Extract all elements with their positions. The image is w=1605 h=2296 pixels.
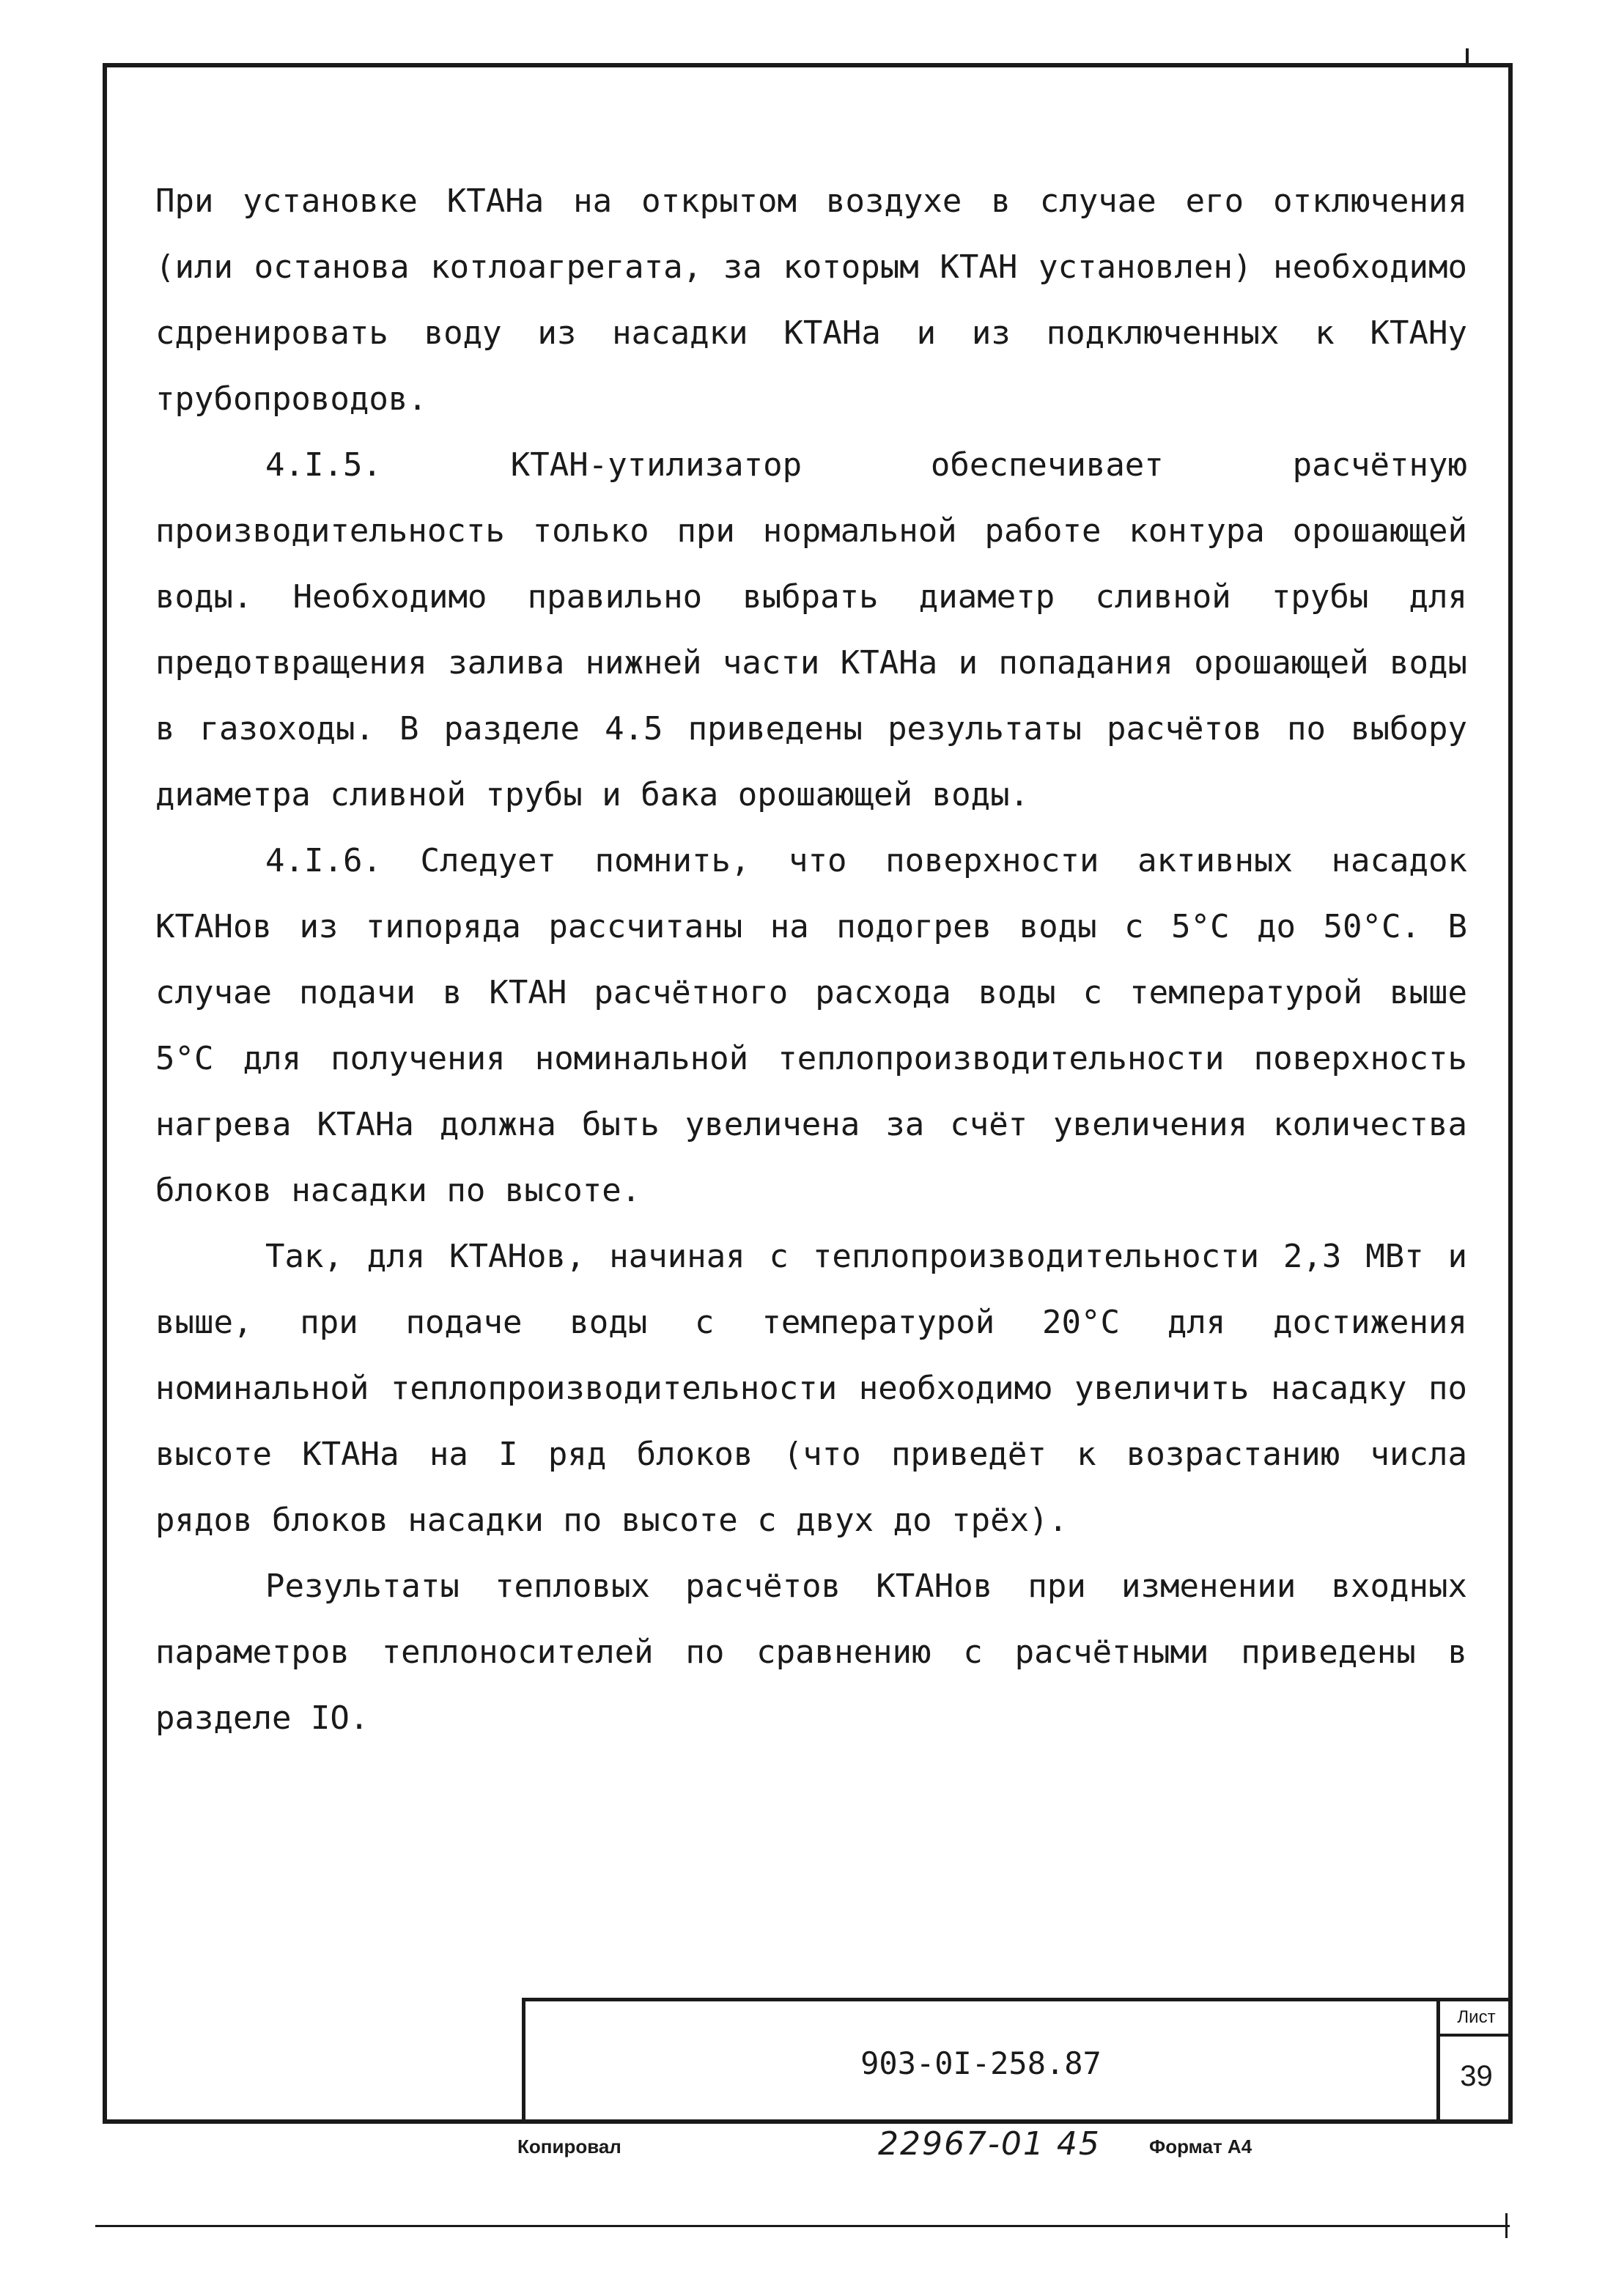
paragraph-4-1-6: 4.I.6. Следует помнить, что поверхности активных насадок КТАНов из типоряда рассчитаны на подогрев воды с 5°С до 50°С. В случае подачи в КТАН расчётного расхода воды с температурой выше 5°С для получения номинальной теплопроизводительности поверхность нагрева КТАНа должна быть увеличена за счёт увеличения количества блоков насадки по высоте. <box>155 842 1467 1209</box>
title-block <box>522 1998 1513 2124</box>
paragraph-example-ktan: Так, для КТАНов, начиная с теплопроизводительности 2,3 МВт и выше, при подаче воды с температурой 20°С для достижения номинальной теплопроизводительности необходимо увеличить насадку по высоте КТАНа на I ряд блоков (что приведёт к возрастанию числа рядов блоков насадки по высоте с двух до трёх). <box>155 1238 1467 1539</box>
sheet-label: Лист <box>1440 2001 1513 2037</box>
paragraph-results-reference: Результаты тепловых расчётов КТАНов при изменении входных параметров теплоносителей по сравнению с расчётными приведены в разделе IO. <box>155 1568 1467 1737</box>
footer <box>0 2125 1605 2177</box>
bottom-tick-mark <box>1505 2213 1508 2238</box>
paragraph-4-1-5: 4.I.5. КТАН-утилизатор обеспечивает расчётную производительность только при нормальной работе контура орошающей воды. Необходимо правильно выбрать диаметр сливной трубы для предотвращения залива нижней части КТАНа и попадания орошающей воды в газоходы. В разделе 4.5 приведены результаты расчётов по выбору диаметра сливной трубы и бака орошающей воды. <box>155 446 1467 813</box>
document-code: 903-0I-258.87 <box>860 2045 1102 2081</box>
sheet-number: 39 <box>1460 2060 1493 2092</box>
copied-by-label: Копировал <box>517 2136 621 2157</box>
top-tick-mark <box>1466 48 1469 66</box>
sheet-cell <box>1436 2001 1513 2124</box>
body-text <box>155 169 1467 1751</box>
handwritten-archive-number: 22967-01 45 <box>878 2125 1101 2163</box>
format-label: Формат А4 <box>1149 2136 1252 2157</box>
paragraph-outdoor-installation: При установке КТАНа на открытом воздухе в случае его отключения (или останова котлоагрегата, за которым КТАН установлен) необходимо сдренировать воду из насадки КТАНа и из подключенных к КТАНу трубопроводов. <box>155 182 1467 418</box>
bottom-rule <box>95 2225 1510 2227</box>
